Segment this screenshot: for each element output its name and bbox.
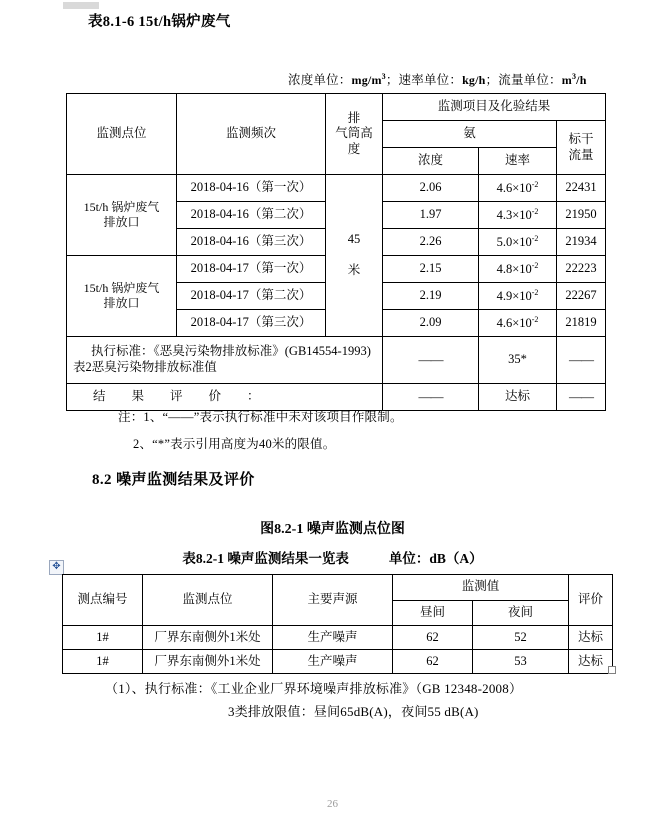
header-daytime: 昼间 — [393, 600, 473, 626]
conc-unit-value: $mg/m^3$ — [351, 72, 386, 87]
cell-concentration: 2.06 — [383, 175, 479, 202]
table-row — [63, 650, 613, 674]
cell-flow: 22223 — [557, 256, 606, 283]
cell-rate: $4.9\times 10^{-2}$ — [479, 283, 557, 310]
table-header-row-1 — [63, 575, 613, 601]
cell-frequency: 2018-04-17（第一次） — [177, 256, 326, 283]
cell-flow: 21819 — [557, 310, 606, 337]
header-point-id: 测点编号 — [63, 575, 143, 626]
header-monitor-point: 监测点位 — [143, 575, 273, 626]
table-8-2-1-title — [0, 547, 665, 567]
table1-note-2: 2、“*”表示引用高度为40米的限值。 — [133, 437, 336, 451]
point-group1-line2: 排放口 — [103, 215, 140, 229]
cell-flow: 21950 — [557, 202, 606, 229]
table-standard-row — [67, 337, 606, 384]
cell-rate: $5.0\times 10^{-2}$ — [479, 229, 557, 256]
cell-rate: $4.6\times 10^{-2}$ — [479, 175, 557, 202]
table-resize-handle[interactable] — [608, 666, 616, 674]
header-main-source: 主要声源 — [273, 575, 393, 626]
cell-concentration: 2.15 — [383, 256, 479, 283]
cell-evaluation: 达标 — [569, 650, 613, 674]
cell-flow: 22267 — [557, 283, 606, 310]
cell-rate: $4.6\times 10^{-2}$ — [479, 310, 557, 337]
cell-flow: 22431 — [557, 175, 606, 202]
cell-concentration: 1.97 — [383, 202, 479, 229]
point-group1-line1: 15t/h 锅炉废气 — [83, 200, 160, 214]
cell-monitor-point: 厂界东南侧外1米处 — [143, 650, 273, 674]
table2-title-text: 表8.2-1 噪声监测结果一览表 — [182, 551, 349, 566]
boiler-waste-gas-table — [66, 93, 606, 411]
cell-point-id: 1# — [63, 626, 143, 650]
header-items-results: 监测项目及化验结果 — [383, 94, 606, 121]
flow-unit-label: ；流量单位： — [485, 73, 562, 87]
conc-unit-label: 浓度单位： — [288, 73, 352, 87]
header-monitor-point: 监测点位 — [67, 94, 177, 175]
cell-nighttime: 52 — [473, 626, 569, 650]
cell-evaluation: 达标 — [569, 626, 613, 650]
cell-point-group1 — [67, 175, 177, 256]
cell-nighttime: 53 — [473, 650, 569, 674]
table2-footnote-2: 3类排放限值：昼间65dB(A)，夜间55 dB(A) — [228, 704, 479, 719]
noise-monitoring-table — [62, 574, 613, 674]
rate-unit-value: kg/h — [462, 73, 486, 87]
table1-note-1: 注：1、“——”表示执行标准中未对该项目作限制。 — [118, 410, 403, 424]
cell-daytime: 62 — [393, 626, 473, 650]
rate-unit-label: ；速率单位： — [385, 73, 463, 87]
header-ammonia: 氨 — [383, 121, 557, 148]
table-header-row-1 — [67, 94, 606, 121]
cell-concentration: 2.26 — [383, 229, 479, 256]
header-rate: 速率 — [479, 148, 557, 175]
table2-unit-text: 单位：dB（A） — [388, 551, 483, 566]
figure-8-2-1-title: 图8.2-1 噪声监测点位图 — [260, 522, 405, 537]
cell-standard-rate: 35* — [479, 337, 557, 384]
cell-point-id: 1# — [63, 650, 143, 674]
table-move-handle-icon[interactable]: ✥ — [49, 560, 64, 575]
cell-main-source: 生产噪声 — [273, 626, 393, 650]
cell-standard-conc: —— — [383, 337, 479, 384]
cell-flow: 21934 — [557, 229, 606, 256]
cell-evaluation-flow: —— — [557, 384, 606, 411]
point-group2-line2: 排放口 — [103, 296, 140, 310]
table2-footnote-1: （1）、执行标准：《工业企业厂界环境噪声排放标准》（GB 12348-2008） — [105, 681, 523, 696]
page-number: 26 — [327, 798, 338, 810]
cell-main-source: 生产噪声 — [273, 650, 393, 674]
cell-frequency: 2018-04-17（第三次） — [177, 310, 326, 337]
header-concentration: 浓度 — [383, 148, 479, 175]
flow-unit-value: $m^3/h$ — [561, 72, 587, 87]
cell-concentration: 2.09 — [383, 310, 479, 337]
cell-standard-text — [67, 337, 383, 384]
cell-concentration: 2.19 — [383, 283, 479, 310]
cell-standard-flow: —— — [557, 337, 606, 384]
cell-monitor-point: 厂界东南侧外1米处 — [143, 626, 273, 650]
cell-frequency: 2018-04-17（第二次） — [177, 283, 326, 310]
cell-rate: $4.3\times 10^{-2}$ — [479, 202, 557, 229]
top-gray-artifact — [63, 2, 99, 9]
header-stack-height: 排 气筒高 度 — [326, 94, 383, 175]
header-measured-value: 监测值 — [393, 575, 569, 601]
table-row — [63, 626, 613, 650]
table1-units-note — [288, 70, 587, 88]
cell-point-group2 — [67, 256, 177, 337]
table1-title: 表8.1-6 15t/h锅炉废气 — [88, 14, 231, 30]
header-std-flow: 标干 流量 — [557, 121, 606, 175]
stack-height-unit: 米 — [347, 263, 361, 278]
point-group2-line1: 15t/h 锅炉废气 — [83, 281, 160, 295]
cell-evaluation-label: 结果评价： — [67, 384, 383, 411]
standard-line2: 表2恶臭污染物排放标准值 — [73, 360, 217, 374]
cell-daytime: 62 — [393, 650, 473, 674]
cell-frequency: 2018-04-16（第三次） — [177, 229, 326, 256]
stack-height-value: 45 — [347, 232, 361, 247]
header-nighttime: 夜间 — [473, 600, 569, 626]
table-row — [67, 175, 606, 202]
cell-frequency: 2018-04-16（第二次） — [177, 202, 326, 229]
cell-frequency: 2018-04-16（第一次） — [177, 175, 326, 202]
cell-stack-height — [326, 175, 383, 337]
standard-line1: 执行标准：《恶臭污染物排放标准》(GB14554-1993) — [91, 344, 371, 359]
header-frequency: 监测频次 — [177, 94, 326, 175]
cell-evaluation-rate: 达标 — [479, 384, 557, 411]
cell-rate: $4.8\times 10^{-2}$ — [479, 256, 557, 283]
cell-evaluation-conc: —— — [383, 384, 479, 411]
section-8-2-heading: 8.2 噪声监测结果及评价 — [92, 472, 255, 488]
header-evaluation: 评价 — [569, 575, 613, 626]
